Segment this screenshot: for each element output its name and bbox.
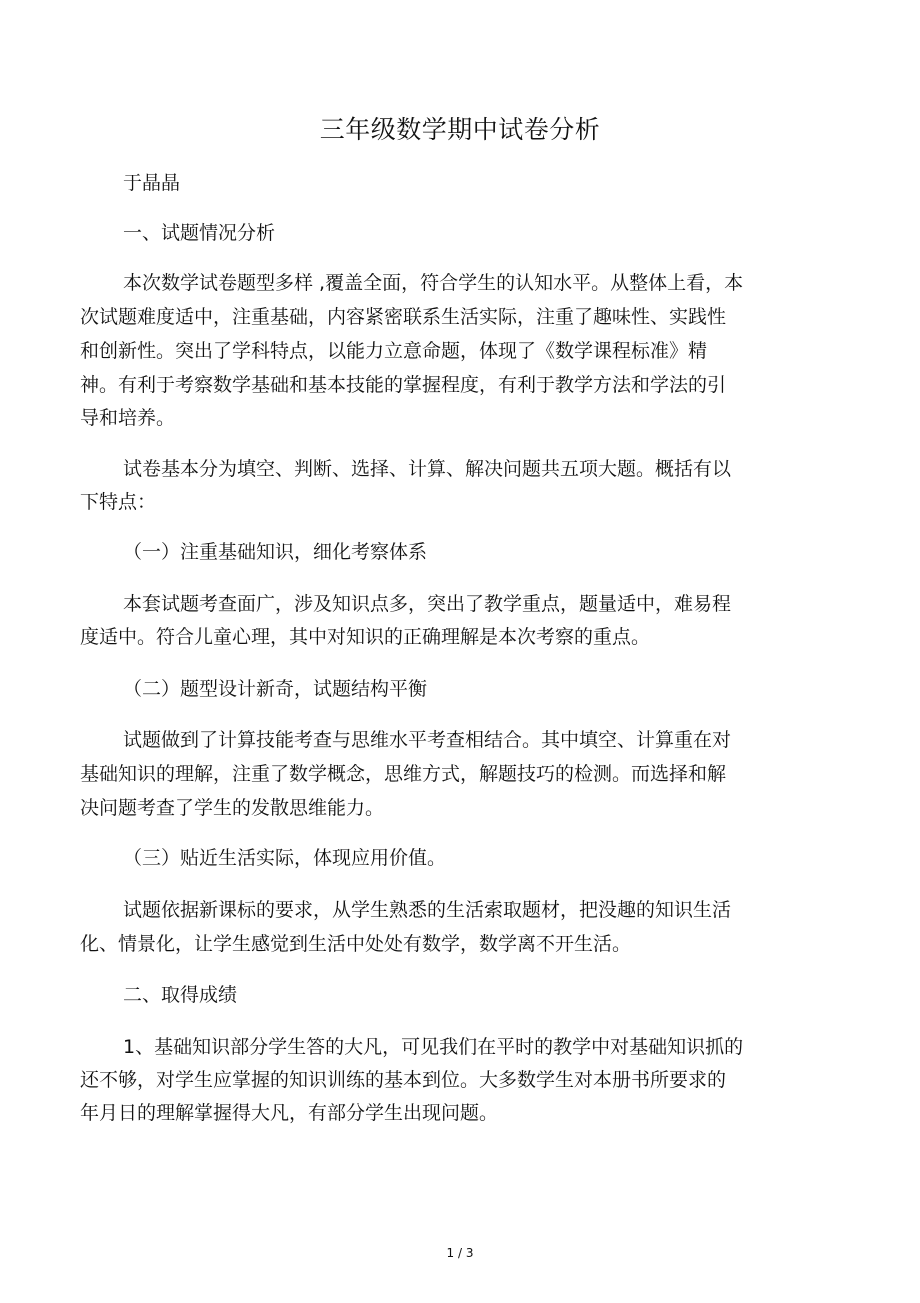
- text-line: 本套试题考查面广，涉及知识点多，突出了教学重点，题量适中，难易程: [123, 593, 732, 615]
- text-line: 导和培养。: [80, 407, 176, 429]
- text-line: 试卷基本分为填空、判断、选择、计算、解决问题共五项大题。概括有以: [123, 458, 732, 480]
- section-heading-analysis: 一、试题情况分析: [123, 222, 276, 244]
- text-line: 基础知识的理解，注重了数学概念，思维方式，解题技巧的检测。而选择和解: [80, 763, 727, 785]
- author-name: 于晶晶: [123, 172, 181, 194]
- text-line: 化、情景化，让学生感觉到生活中处处有数学，数学离不开生活。: [80, 933, 632, 955]
- text-line: 下特点：: [80, 491, 157, 513]
- text-line: 试题依据新课标的要求，从学生熟悉的生活索取题材，把没趣的知识生活: [123, 899, 732, 921]
- text-line: 和创新性。突出了学科特点，以能力立意命题，体现了《数学课程标准》精: [80, 340, 708, 362]
- text-line: 本次数学试卷题型多样 ,覆盖全面，符合学生的认知水平。从整体上看，本: [123, 272, 744, 294]
- text-line: 1、基础知识部分学生答的大凡，可见我们在平时的教学中对基础知识抓的: [123, 1036, 744, 1058]
- page-number: 1 / 3: [446, 1246, 474, 1260]
- text-line: 年月日的理解掌握得大凡，有部分学生出现问题。: [80, 1102, 499, 1124]
- text-line: 决问题考查了学生的发散思维能力。: [80, 797, 385, 819]
- text-line: 还不够，对学生应掌握的知识训练的基本到位。大多数学生对本册书所要求的: [80, 1069, 727, 1091]
- document-title: 三年级数学期中试卷分析: [319, 115, 601, 144]
- subheading-real-life: （三）贴近生活实际，体现应用价值。: [123, 847, 447, 869]
- text-line: 神。有利于考察数学基础和基本技能的掌握程度，有利于教学方法和学法的引: [80, 374, 727, 396]
- text-line: 度适中。符合儿童心理，其中对知识的正确理解是本次考察的重点。: [80, 626, 651, 648]
- section-heading-results: 二、取得成绩: [123, 984, 238, 1006]
- text-line: 次试题难度适中，注重基础，内容紧密联系生活实际，注重了趣味性、实践性: [80, 306, 727, 328]
- text-line: 试题做到了计算技能考查与思维水平考查相结合。其中填空、计算重在对: [123, 729, 732, 751]
- subheading-design: （二）题型设计新奇，试题结构平衡: [123, 678, 428, 700]
- subheading-basics: （一）注重基础知识，细化考察体系: [123, 541, 428, 563]
